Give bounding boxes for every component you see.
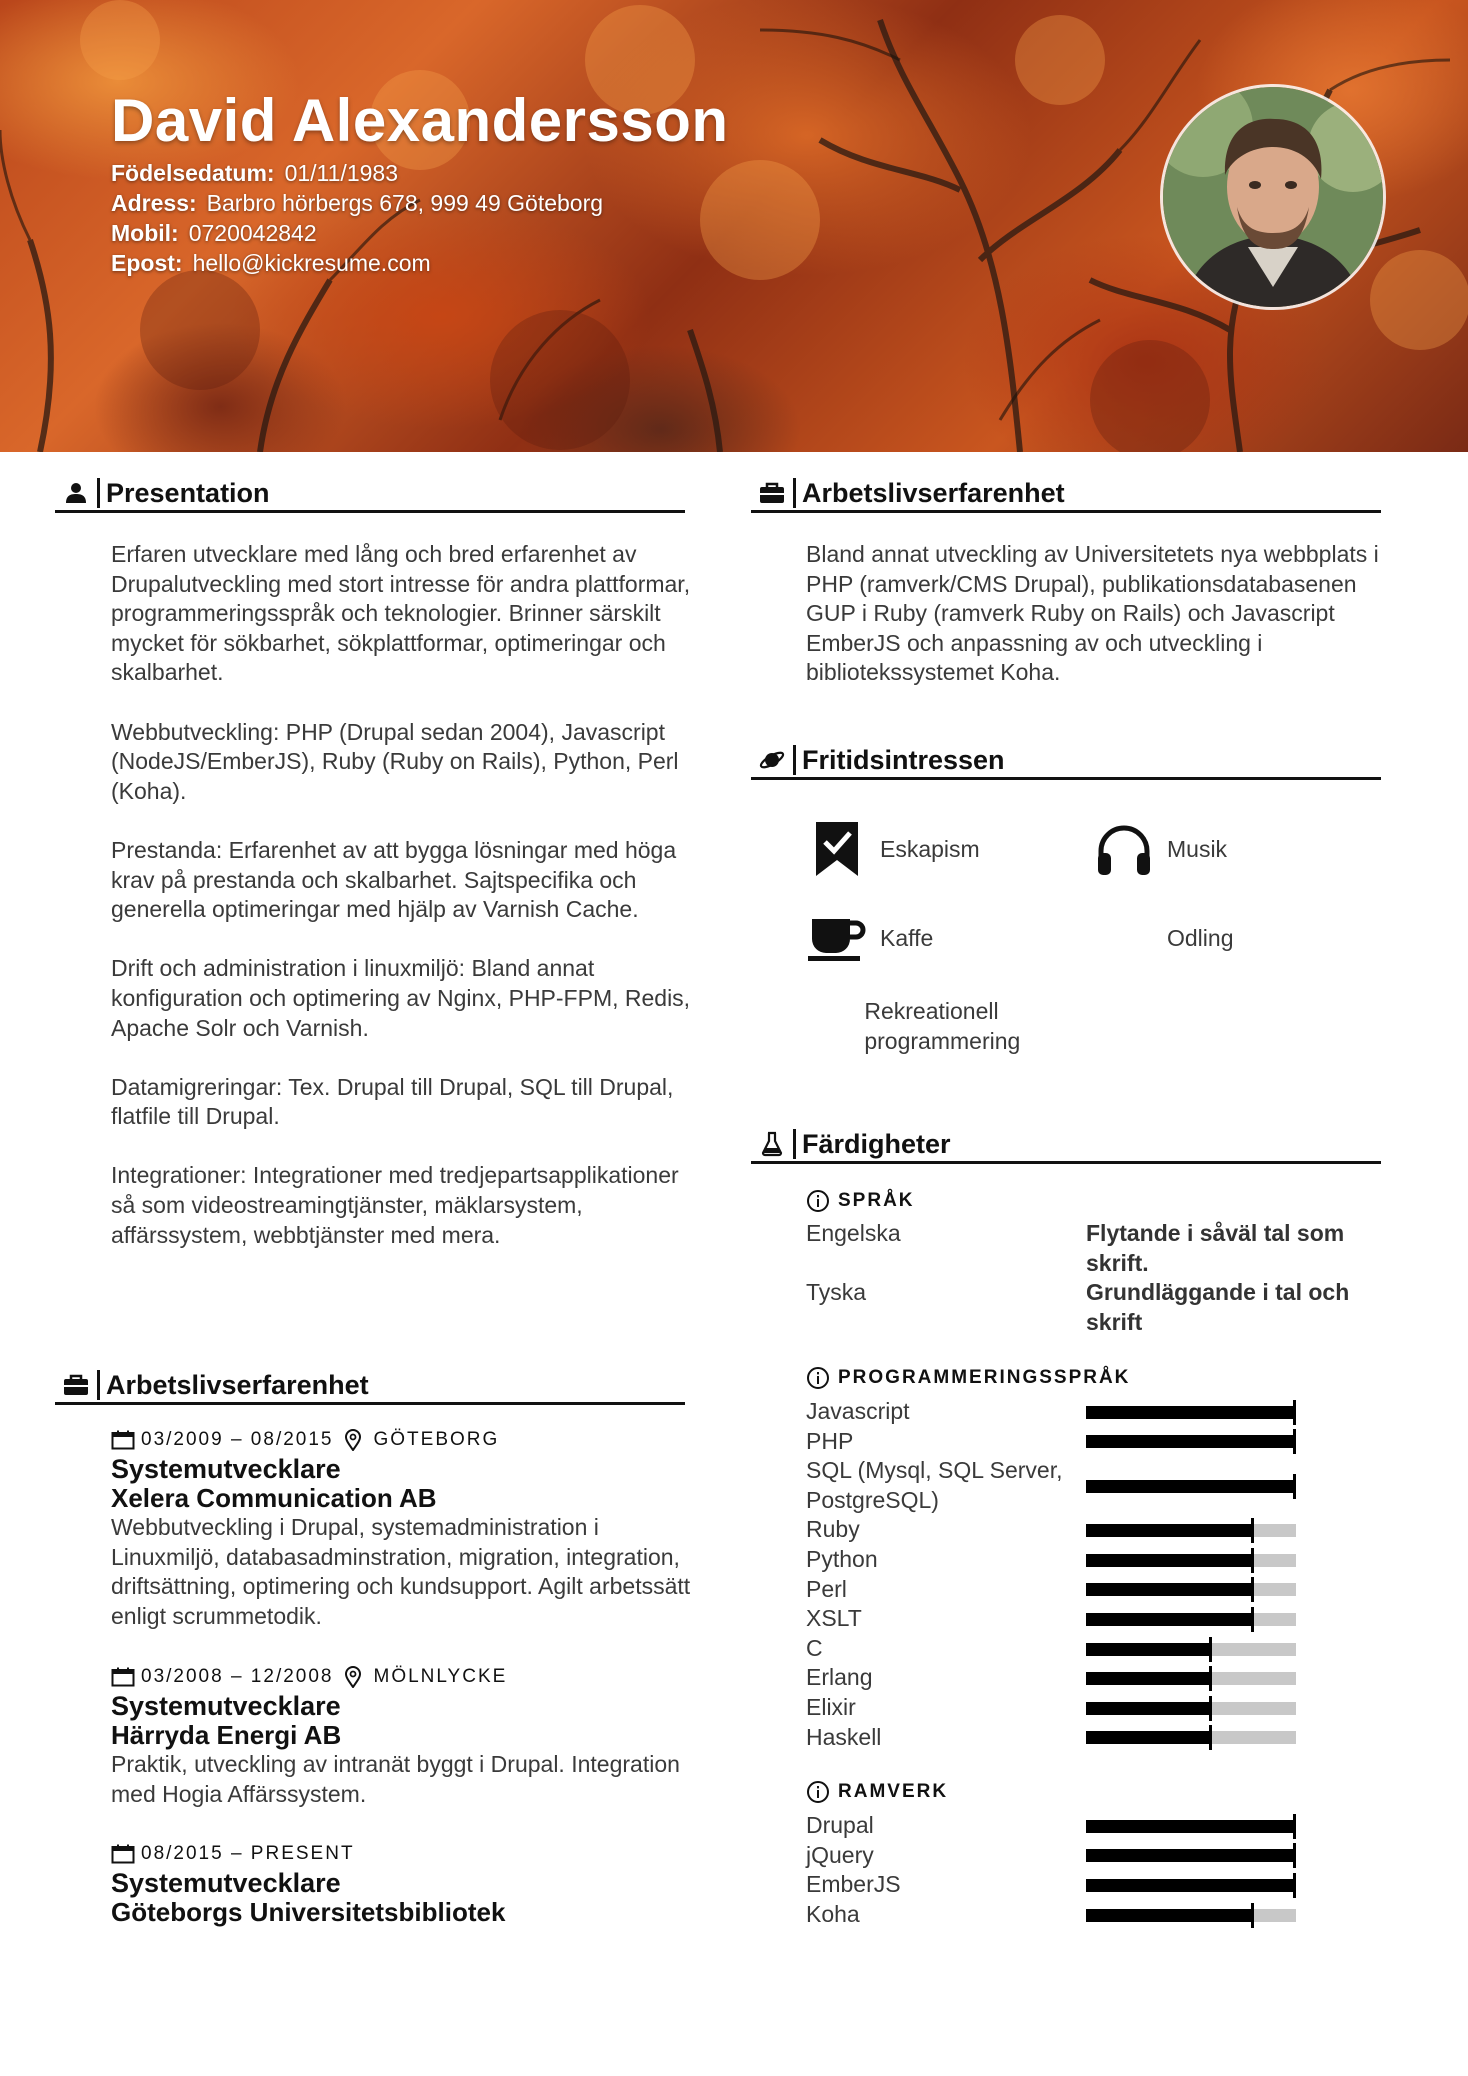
phone-value: 0720042842	[188, 220, 317, 246]
skill-row	[806, 1397, 1366, 1427]
skill-level-marker	[1293, 1474, 1296, 1499]
languages-subheading	[806, 1189, 915, 1213]
skill-name: Perl	[806, 1575, 847, 1602]
interests-heading	[751, 743, 1381, 780]
skill-row	[806, 1723, 1366, 1753]
skill-level-bar	[1086, 1554, 1296, 1567]
presentation-heading	[55, 476, 685, 513]
skills-heading	[751, 1127, 1381, 1164]
skill-level-bar	[1086, 1909, 1296, 1922]
skill-level-marker	[1251, 1607, 1254, 1632]
skill-level-marker	[1251, 1518, 1254, 1543]
skill-level-fill	[1086, 1820, 1296, 1833]
skill-row	[806, 1427, 1366, 1457]
skill-name: Koha	[806, 1900, 860, 1927]
language-name: Tyska	[806, 1279, 867, 1305]
address-label: Adress:	[111, 190, 197, 216]
job-location-text: MÖLNLYCKE	[373, 1666, 508, 1687]
presentation-text	[111, 540, 691, 1280]
job-location	[344, 1429, 500, 1451]
job-entry	[111, 1840, 691, 1927]
skill-level-fill	[1086, 1480, 1296, 1493]
job-company: Härryda Energi AB	[111, 1720, 342, 1750]
skill-level-bar	[1086, 1613, 1296, 1626]
language-level: Flytande i såväl tal som skrift.	[1086, 1220, 1345, 1276]
skill-level-bar	[1086, 1820, 1296, 1833]
email-label: Epost:	[111, 250, 183, 276]
interest-label: Kaffe	[880, 924, 934, 951]
language-name: Engelska	[806, 1220, 901, 1246]
skill-level-fill	[1086, 1435, 1296, 1448]
candidate-name: David Alexandersson	[111, 87, 729, 154]
birthdate-value: 01/11/1983	[284, 160, 398, 186]
interest-item	[806, 818, 980, 880]
skill-name: Drupal	[806, 1812, 874, 1838]
profile-photo	[1160, 84, 1386, 310]
skill-row	[806, 1870, 1366, 1900]
interest-label: Eskapism	[880, 835, 980, 862]
skill-level-bar	[1086, 1643, 1296, 1656]
job-meta	[111, 1663, 691, 1691]
coffee-cup-icon	[806, 907, 868, 969]
calendar-icon	[111, 1844, 135, 1864]
skill-level-fill	[1086, 1583, 1254, 1596]
skill-level-bar	[1086, 1480, 1296, 1493]
job-role: Systemutvecklare	[111, 1691, 341, 1721]
skill-row	[806, 1811, 1366, 1841]
job-description: Webbutveckling i Drupal, systemadministration i Linuxmiljö, databasadminstration, migration, integration, driftsättning, optimering och kundsupport. Agilt arbetssätt enligt scrummetodik.	[111, 1514, 691, 1629]
skill-name: SQL (Mysql, SQL Server, PostgreSQL)	[806, 1457, 1063, 1513]
job-company: Göteborgs Universitetsbibliotek	[111, 1897, 506, 1927]
headphones-icon	[1093, 818, 1155, 880]
skills-title: Färdigheter	[802, 1129, 951, 1159]
job-company: Xelera Communication AB	[111, 1483, 437, 1513]
skill-level-bar	[1086, 1731, 1296, 1744]
address-value: Barbro hörbergs 678, 999 49 Göteborg	[206, 190, 604, 216]
presentation-paragraph: Datamigreringar: Tex. Drupal till Drupal, SQL till Drupal, flatfile till Drupal.	[111, 1073, 674, 1130]
skill-level-marker	[1209, 1666, 1212, 1691]
interests-title: Fritidsintressen	[802, 745, 1005, 775]
interest-item	[1093, 818, 1227, 880]
portrait-icon	[1163, 87, 1383, 307]
skill-row	[806, 1604, 1366, 1634]
phone-row	[111, 218, 603, 248]
skill-level-bar	[1086, 1672, 1296, 1685]
skill-row	[806, 1663, 1366, 1693]
planet-icon	[751, 745, 793, 775]
job-entry	[111, 1426, 691, 1631]
job-dates: 08/2015 – PRESENT	[141, 1843, 355, 1864]
flask-icon	[751, 1129, 793, 1159]
skill-name: Ruby	[806, 1516, 860, 1543]
skill-level-marker	[1293, 1843, 1296, 1868]
skill-level-fill	[1086, 1849, 1296, 1862]
person-icon	[55, 478, 97, 508]
interest-item	[1093, 907, 1233, 969]
info-icon	[806, 1189, 830, 1213]
phone-label: Mobil:	[111, 220, 179, 246]
interest-label: Odling	[1167, 924, 1234, 951]
skill-row	[806, 1456, 1366, 1515]
job-role: Systemutvecklare	[111, 1868, 341, 1898]
programming-subheading	[806, 1366, 1130, 1390]
job-entry	[111, 1663, 691, 1809]
presentation-paragraph: Prestanda: Erfarenhet av att bygga lösningar med höga krav på prestanda och skalbarhet. Sajtspecifika och generella optimeringar med hjälp av Varnish Cache.	[111, 836, 677, 923]
email-row	[111, 248, 603, 278]
contact-info	[111, 158, 603, 278]
experience-summary-title: Arbetslivserfarenhet	[802, 478, 1065, 508]
skill-level-marker	[1209, 1637, 1212, 1662]
skill-level-bar	[1086, 1406, 1296, 1419]
skill-level-marker	[1251, 1577, 1254, 1602]
skill-level-fill	[1086, 1731, 1212, 1744]
bookmark-check-icon	[806, 818, 868, 880]
skill-row	[806, 1900, 1366, 1930]
skill-name: Erlang	[806, 1664, 873, 1691]
skill-row	[806, 1575, 1366, 1605]
location-pin-icon	[344, 1666, 362, 1688]
interest-item	[806, 907, 933, 969]
skill-row	[806, 1841, 1366, 1871]
job-dates: 03/2008 – 12/2008	[141, 1666, 334, 1687]
job-meta	[111, 1426, 691, 1454]
skill-level-bar	[1086, 1702, 1296, 1715]
presentation-title: Presentation	[106, 478, 270, 508]
skill-level-fill	[1086, 1554, 1254, 1567]
skill-level-fill	[1086, 1613, 1254, 1626]
skill-row	[806, 1545, 1366, 1575]
job-role: Systemutvecklare	[111, 1454, 341, 1484]
skill-name: jQuery	[806, 1841, 874, 1868]
skill-level-marker	[1293, 1400, 1296, 1425]
skill-level-fill	[1086, 1879, 1296, 1892]
briefcase-icon	[751, 478, 793, 508]
email-value: hello@kickresume.com	[192, 250, 431, 276]
presentation-paragraph: Webbutveckling: PHP (Drupal sedan 2004), Javascript (NodeJS/EmberJS), Ruby (Ruby on Rails), Python, Perl (Koha).	[111, 718, 679, 804]
experience-summary-heading	[751, 476, 1381, 513]
interest-label: Rekreationell programmering	[864, 998, 1021, 1054]
skill-row	[806, 1693, 1366, 1723]
skill-level-bar	[1086, 1583, 1296, 1596]
presentation-paragraph: Integrationer: Integrationer med tredjepartsapplikationer så som videostreamingtjänster, mäklarsystem, affärssystem, webbtjänster med mera.	[111, 1162, 679, 1248]
birthdate-row	[111, 158, 603, 188]
skill-level-marker	[1251, 1548, 1254, 1573]
skill-level-marker	[1293, 1814, 1296, 1839]
birthdate-label: Födelsedatum:	[111, 160, 275, 186]
job-description: Praktik, utveckling av intranät byggt i Drupal. Integration med Hogia Affärssystem.	[111, 1751, 680, 1807]
skill-level-bar	[1086, 1879, 1296, 1892]
language-level: Grundläggande i tal och skrift	[1086, 1279, 1350, 1335]
job-location	[344, 1666, 508, 1688]
skill-level-marker	[1251, 1903, 1254, 1928]
experience-title: Arbetslivserfarenhet	[106, 1370, 369, 1400]
skill-level-bar	[1086, 1524, 1296, 1537]
location-pin-icon	[344, 1429, 362, 1451]
skill-name: Haskell	[806, 1723, 882, 1750]
job-meta	[111, 1840, 691, 1868]
skill-name: Elixir	[806, 1694, 856, 1720]
skill-name: PHP	[806, 1427, 854, 1454]
skill-level-fill	[1086, 1909, 1254, 1922]
skill-name: Python	[806, 1546, 878, 1572]
briefcase-icon	[55, 1370, 97, 1400]
skill-row	[806, 1515, 1366, 1545]
skill-level-fill	[1086, 1406, 1296, 1419]
skill-level-fill	[1086, 1524, 1254, 1537]
info-icon	[806, 1366, 830, 1390]
skill-level-marker	[1293, 1873, 1296, 1898]
info-icon	[806, 1780, 830, 1804]
language-row	[806, 1219, 1376, 1279]
skill-level-marker	[1293, 1429, 1296, 1454]
skill-name: C	[806, 1634, 823, 1661]
job-location-text: GÖTEBORG	[373, 1429, 500, 1450]
presentation-paragraph: Drift och administration i linuxmiljö: Bland annat konfiguration och optimering av Nginx, PHP-FPM, Redis, Apache Solr och Varnish.	[111, 955, 691, 1041]
experience-heading	[55, 1368, 685, 1405]
frameworks-subheading	[806, 1780, 948, 1804]
skill-level-marker	[1209, 1725, 1212, 1750]
skill-name: Javascript	[806, 1398, 910, 1424]
skill-level-fill	[1086, 1643, 1212, 1656]
languages-subtitle: SPRÅK	[838, 1190, 915, 1211]
skill-level-fill	[1086, 1672, 1212, 1685]
frameworks-subtitle: RAMVERK	[838, 1781, 949, 1802]
skill-name: XSLT	[806, 1605, 862, 1632]
programming-subtitle: PROGRAMMERINGSSPRÅK	[838, 1367, 1131, 1388]
skill-row	[806, 1634, 1366, 1664]
interest-item	[806, 996, 1086, 1058]
presentation-paragraph: Erfaren utvecklare med lång och bred erfarenhet av Drupalutveckling med stort intresse för andra plattformar, programmeringsspråk och teknologier. Brinner särskilt mycket för sökbarhet, sökplattformar, optimeringar och skalbarhet.	[111, 541, 691, 686]
calendar-icon	[111, 1667, 135, 1687]
experience-summary-text: Bland annat utveckling av Universitetets nya webbplats i PHP (ramverk/CMS Drupal), publikationsdatabasenen GUP i Ruby (ramverk Ruby on Rails) och Javascript EmberJS och anpassning av och utveckling i bibliotekssystemet Koha.	[806, 541, 1379, 686]
skill-name: EmberJS	[806, 1871, 901, 1898]
calendar-icon	[111, 1430, 135, 1450]
header-banner	[0, 0, 1468, 452]
skill-level-fill	[1086, 1702, 1212, 1715]
language-row	[806, 1278, 1376, 1338]
skill-level-bar	[1086, 1849, 1296, 1862]
skill-level-marker	[1209, 1696, 1212, 1721]
address-row	[111, 188, 603, 218]
job-dates: 03/2009 – 08/2015	[141, 1429, 334, 1450]
skill-level-bar	[1086, 1435, 1296, 1448]
interest-label: Musik	[1167, 835, 1228, 862]
